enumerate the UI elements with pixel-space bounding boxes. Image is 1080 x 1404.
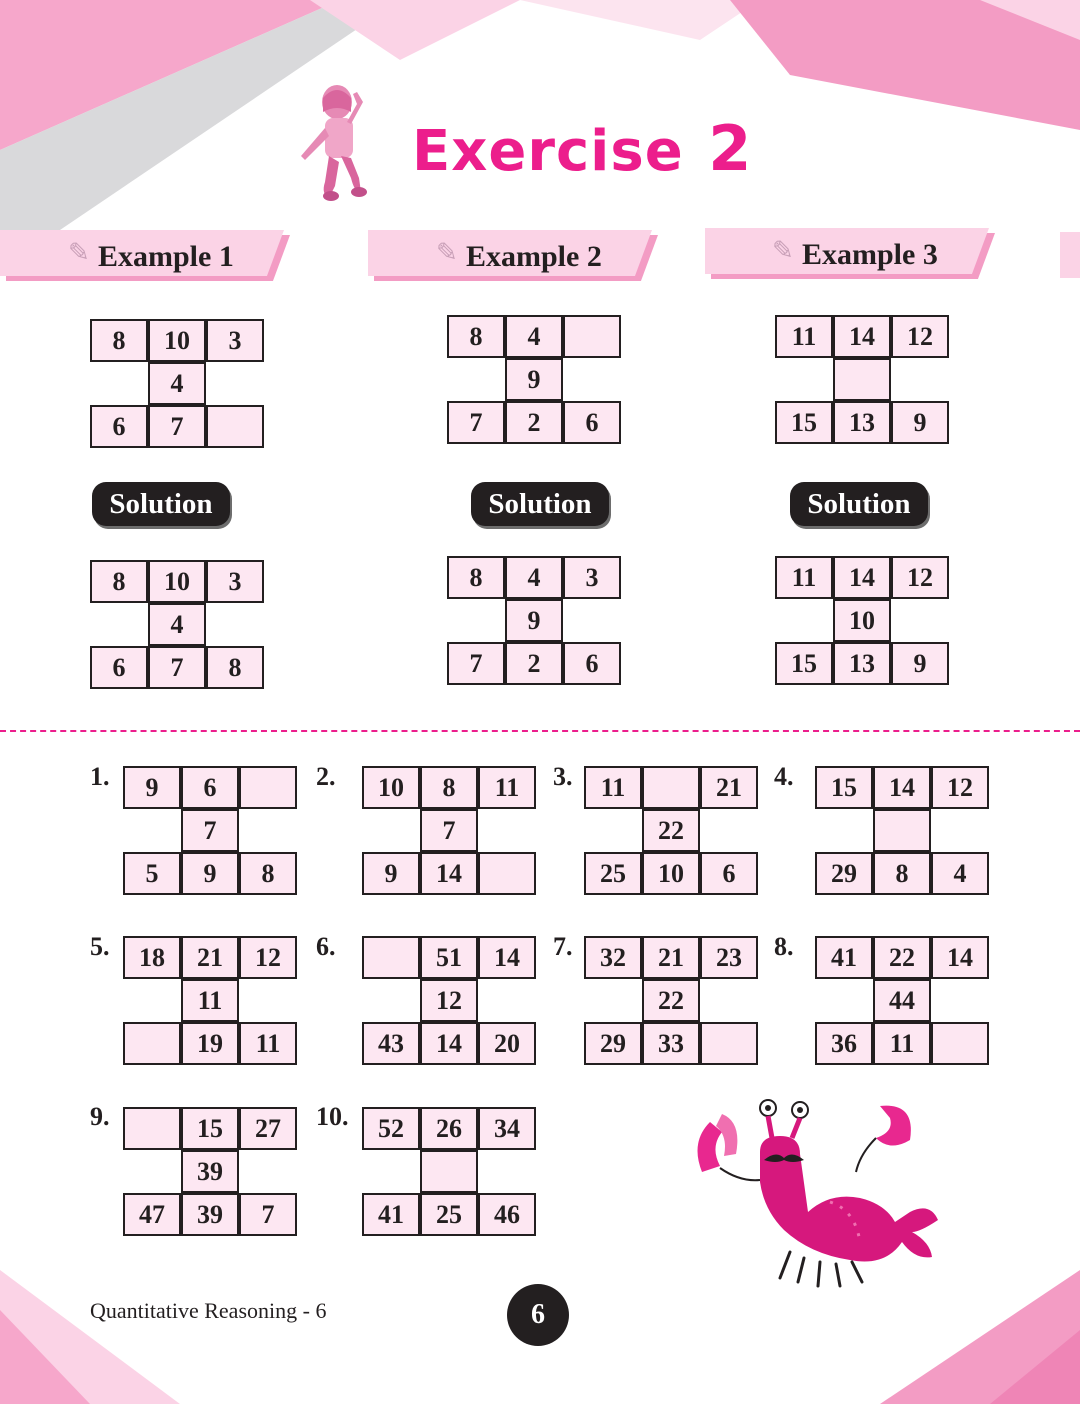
grid-cell: 15 (181, 1107, 239, 1150)
question-number-2: 2. (316, 762, 336, 791)
grid-cell: 6 (700, 852, 758, 895)
grid-cell: 12 (420, 979, 478, 1022)
grid-cell: 7 (181, 809, 239, 852)
question-number-4: 4. (774, 762, 794, 791)
grid-cell (123, 1107, 181, 1150)
grid-cell: 39 (181, 1150, 239, 1193)
question-9-grid (123, 1107, 297, 1237)
example-label-3: Example 3 (802, 238, 938, 271)
grid-cell: 11 (239, 1022, 297, 1065)
grid-cell: 32 (584, 936, 642, 979)
page-number: 6 (507, 1284, 569, 1346)
grid-cell: 39 (181, 1193, 239, 1236)
grid-cell (833, 358, 891, 401)
grid-cell: 36 (815, 1022, 873, 1065)
question-10-grid (362, 1107, 536, 1237)
grid-cell: 13 (833, 401, 891, 444)
grid-cell: 43 (362, 1022, 420, 1065)
question-number-6: 6. (316, 932, 336, 961)
grid-cell: 11 (584, 766, 642, 809)
grid-cell: 41 (815, 936, 873, 979)
grid-cell: 14 (833, 315, 891, 358)
grid-cell: 34 (478, 1107, 536, 1150)
page-title: Exercise 2 (412, 112, 753, 185)
grid-cell: 10 (833, 599, 891, 642)
grid-cell: 10 (148, 560, 206, 603)
grid-cell: 25 (420, 1193, 478, 1236)
grid-cell: 22 (642, 809, 700, 852)
grid-cell: 2 (505, 642, 563, 685)
example-3-solution-grid (775, 556, 949, 686)
grid-cell: 9 (505, 599, 563, 642)
grid-cell: 6 (181, 766, 239, 809)
example-label-2: Example 2 (466, 240, 602, 273)
question-8-grid (815, 936, 989, 1066)
grid-cell: 8 (90, 560, 148, 603)
grid-cell: 52 (362, 1107, 420, 1150)
grid-cell: 7 (239, 1193, 297, 1236)
grid-cell: 4 (505, 556, 563, 599)
grid-cell (563, 315, 621, 358)
pencil-icon: ✎ (436, 238, 458, 267)
grid-cell: 12 (891, 556, 949, 599)
grid-cell: 11 (478, 766, 536, 809)
example-1-solution-grid (90, 560, 264, 690)
grid-cell: 6 (563, 642, 621, 685)
question-1-grid (123, 766, 297, 896)
grid-cell: 11 (873, 1022, 931, 1065)
grid-cell: 21 (181, 936, 239, 979)
example-2-puzzle-grid (447, 315, 621, 445)
grid-cell: 46 (478, 1193, 536, 1236)
grid-cell: 9 (505, 358, 563, 401)
grid-cell: 12 (931, 766, 989, 809)
grid-cell (873, 809, 931, 852)
grid-cell: 7 (148, 405, 206, 448)
grid-cell: 7 (447, 642, 505, 685)
grid-cell: 14 (420, 852, 478, 895)
grid-cell: 41 (362, 1193, 420, 1236)
question-number-8: 8. (774, 932, 794, 961)
example-banner-partial (1060, 232, 1080, 278)
grid-cell: 7 (420, 809, 478, 852)
exercise-number: 2 (708, 112, 753, 185)
question-number-10: 10. (316, 1102, 349, 1131)
grid-cell: 9 (891, 642, 949, 685)
grid-cell: 47 (123, 1193, 181, 1236)
grid-cell: 26 (420, 1107, 478, 1150)
question-number-5: 5. (90, 932, 110, 961)
pencil-icon: ✎ (772, 236, 794, 265)
grid-cell: 8 (447, 556, 505, 599)
grid-cell: 3 (563, 556, 621, 599)
grid-cell: 14 (478, 936, 536, 979)
grid-cell: 8 (420, 766, 478, 809)
grid-cell: 25 (584, 852, 642, 895)
grid-cell: 3 (206, 560, 264, 603)
example-3-puzzle-grid (775, 315, 949, 445)
grid-cell (700, 1022, 758, 1065)
grid-cell: 9 (123, 766, 181, 809)
grid-cell: 51 (420, 936, 478, 979)
grid-cell: 11 (775, 556, 833, 599)
grid-cell: 4 (505, 315, 563, 358)
question-number-9: 9. (90, 1102, 110, 1131)
grid-cell (362, 936, 420, 979)
grid-cell: 10 (642, 852, 700, 895)
grid-cell: 20 (478, 1022, 536, 1065)
question-7-grid (584, 936, 758, 1066)
grid-cell: 19 (181, 1022, 239, 1065)
grid-cell: 29 (815, 852, 873, 895)
grid-cell: 14 (873, 766, 931, 809)
pencil-icon: ✎ (68, 238, 90, 267)
grid-cell: 33 (642, 1022, 700, 1065)
question-6-grid (362, 936, 536, 1066)
girl-character-illustration (295, 82, 385, 206)
grid-cell: 14 (833, 556, 891, 599)
grid-cell (239, 766, 297, 809)
grid-cell: 18 (123, 936, 181, 979)
grid-cell: 6 (563, 401, 621, 444)
question-4-grid (815, 766, 989, 896)
example-2-solution-grid (447, 556, 621, 686)
grid-cell: 7 (447, 401, 505, 444)
grid-cell: 4 (931, 852, 989, 895)
grid-cell (931, 1022, 989, 1065)
grid-cell: 29 (584, 1022, 642, 1065)
grid-cell: 8 (239, 852, 297, 895)
grid-cell: 8 (873, 852, 931, 895)
question-number-7: 7. (553, 932, 573, 961)
question-3-grid (584, 766, 758, 896)
solution-label-2: Solution (471, 482, 609, 526)
question-2-grid (362, 766, 536, 896)
question-number-1: 1. (90, 762, 110, 791)
grid-cell: 15 (815, 766, 873, 809)
grid-cell (642, 766, 700, 809)
grid-cell: 9 (891, 401, 949, 444)
grid-cell: 22 (873, 936, 931, 979)
grid-cell: 5 (123, 852, 181, 895)
example-label-1: Example 1 (98, 240, 234, 273)
grid-cell: 14 (931, 936, 989, 979)
grid-cell: 21 (642, 936, 700, 979)
grid-cell (206, 405, 264, 448)
grid-cell: 11 (775, 315, 833, 358)
question-5-grid (123, 936, 297, 1066)
grid-cell: 12 (239, 936, 297, 979)
grid-cell: 9 (181, 852, 239, 895)
grid-cell: 15 (775, 642, 833, 685)
grid-cell: 6 (90, 646, 148, 689)
solution-label-3: Solution (790, 482, 928, 526)
grid-cell: 2 (505, 401, 563, 444)
grid-cell (123, 1022, 181, 1065)
grid-cell: 3 (206, 319, 264, 362)
grid-cell: 27 (239, 1107, 297, 1150)
grid-cell (478, 852, 536, 895)
grid-cell: 21 (700, 766, 758, 809)
lobster-character-illustration (680, 1092, 950, 1292)
grid-cell: 13 (833, 642, 891, 685)
grid-cell: 23 (700, 936, 758, 979)
book-title: Quantitative Reasoning - 6 (90, 1298, 327, 1323)
grid-cell: 22 (642, 979, 700, 1022)
grid-cell: 4 (148, 362, 206, 405)
grid-cell: 11 (181, 979, 239, 1022)
grid-cell: 8 (447, 315, 505, 358)
grid-cell: 6 (90, 405, 148, 448)
example-1-puzzle-grid (90, 319, 264, 449)
grid-cell: 4 (148, 603, 206, 646)
solution-label-1: Solution (92, 482, 230, 526)
grid-cell (420, 1150, 478, 1193)
grid-cell: 12 (891, 315, 949, 358)
grid-cell: 7 (148, 646, 206, 689)
grid-cell: 14 (420, 1022, 478, 1065)
grid-cell: 9 (362, 852, 420, 895)
grid-cell: 8 (90, 319, 148, 362)
grid-cell: 15 (775, 401, 833, 444)
grid-cell: 10 (362, 766, 420, 809)
grid-cell: 44 (873, 979, 931, 1022)
grid-cell: 8 (206, 646, 264, 689)
question-number-3: 3. (553, 762, 573, 791)
section-divider (0, 730, 1080, 732)
grid-cell: 10 (148, 319, 206, 362)
